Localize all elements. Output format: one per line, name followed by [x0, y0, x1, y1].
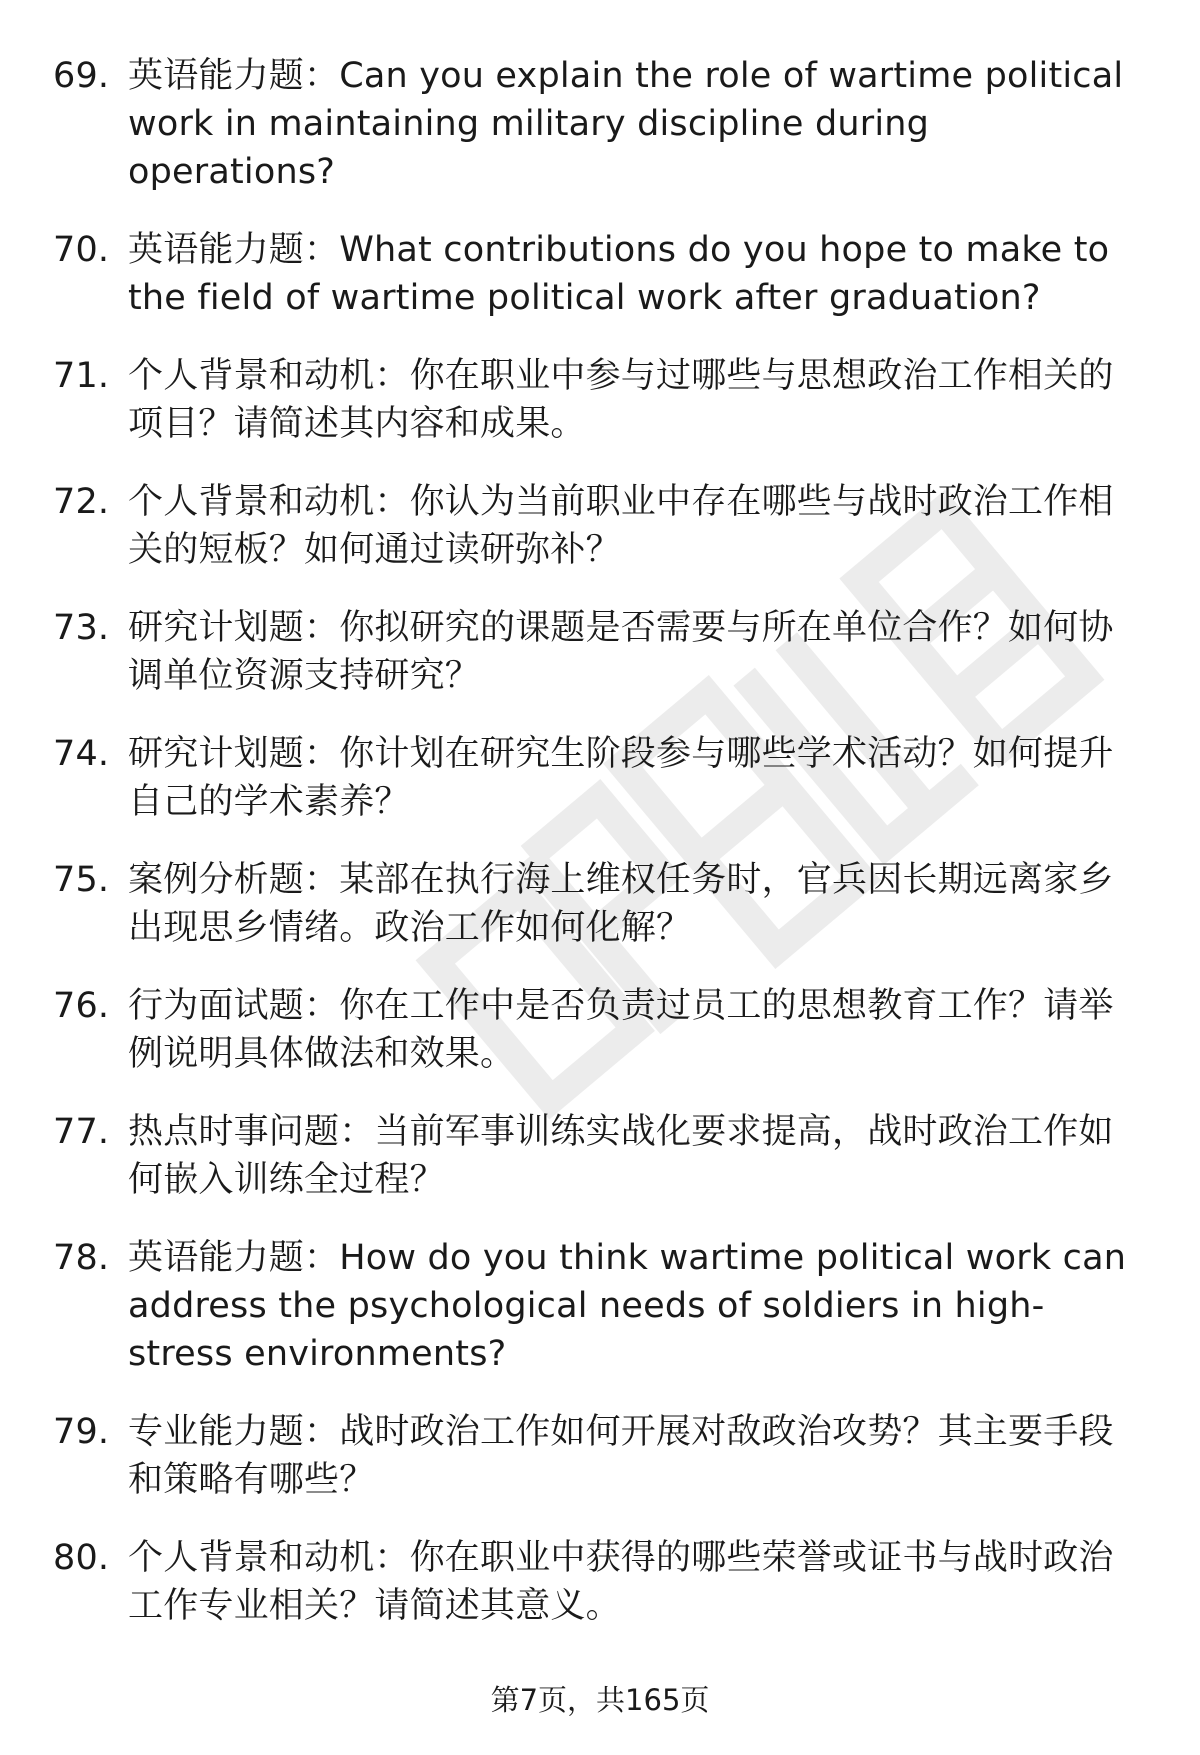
question-number: 76.: [53, 986, 110, 1026]
question-item-80: [0, 1534, 1200, 1630]
question-item-72: [0, 478, 1200, 574]
question-number: 78.: [53, 1238, 110, 1278]
question-number: 74.: [53, 734, 110, 774]
question-number: 75.: [53, 860, 110, 900]
question-text: 英语能力题：What contributions do you hope to make to the field of wartime political work after graduation?: [128, 230, 1110, 318]
question-text: 个人背景和动机：你认为当前职业中存在哪些与战时政治工作相关的短板？如何通过读研弥补？: [128, 482, 1114, 570]
question-number: 80.: [53, 1538, 110, 1578]
question-number: 77.: [53, 1112, 110, 1152]
question-text: 个人背景和动机：你在职业中参与过哪些与思想政治工作相关的项目？请简述其内容和成果。: [128, 356, 1114, 444]
question-item-77: [0, 1108, 1200, 1204]
question-item-70: [0, 226, 1200, 322]
question-item-74: [0, 730, 1200, 826]
question-number: 70.: [53, 230, 110, 270]
question-text: 个人背景和动机：你在职业中获得的哪些荣誉或证书与战时政治工作专业相关？请简述其意义。: [128, 1538, 1114, 1626]
question-text: 专业能力题：战时政治工作如何开展对敌政治攻势？其主要手段和策略有哪些？: [128, 1412, 1114, 1500]
question-text: 研究计划题：你拟研究的课题是否需要与所在单位合作？如何协调单位资源支持研究？: [128, 608, 1114, 696]
question-item-75: [0, 856, 1200, 952]
question-item-71: [0, 352, 1200, 448]
question-text: 案例分析题：某部在执行海上维权任务时，官兵因长期远离家乡出现思乡情绪。政治工作如何化解？: [128, 860, 1114, 948]
question-number: 79.: [53, 1412, 110, 1452]
question-number: 72.: [53, 482, 110, 522]
page-indicator: 第7页，共165页: [490, 1683, 710, 1717]
question-number: 71.: [53, 356, 110, 396]
question-number: 73.: [53, 608, 110, 648]
question-text: 英语能力题：Can you explain the role of wartime political work in maintaining military discipline during operations?: [128, 56, 1124, 192]
question-item-69: [0, 52, 1200, 196]
question-item-79: [0, 1408, 1200, 1504]
question-list: [0, 52, 1200, 1660]
question-text: 行为面试题：你在工作中是否负责过员工的思想教育工作？请举例说明具体做法和效果。: [128, 986, 1114, 1074]
question-text: 研究计划题：你计划在研究生阶段参与哪些学术活动？如何提升自己的学术素养？: [128, 734, 1114, 822]
question-item-78: [0, 1234, 1200, 1378]
question-text: 英语能力题：How do you think wartime political work can address the psychological needs of soldiers in high-stress environments?: [128, 1238, 1127, 1374]
question-number: 69.: [53, 56, 110, 96]
question-text: 热点时事问题：当前军事训练实战化要求提高，战时政治工作如何嵌入训练全过程？: [128, 1112, 1114, 1200]
question-item-73: [0, 604, 1200, 700]
question-item-76: [0, 982, 1200, 1078]
